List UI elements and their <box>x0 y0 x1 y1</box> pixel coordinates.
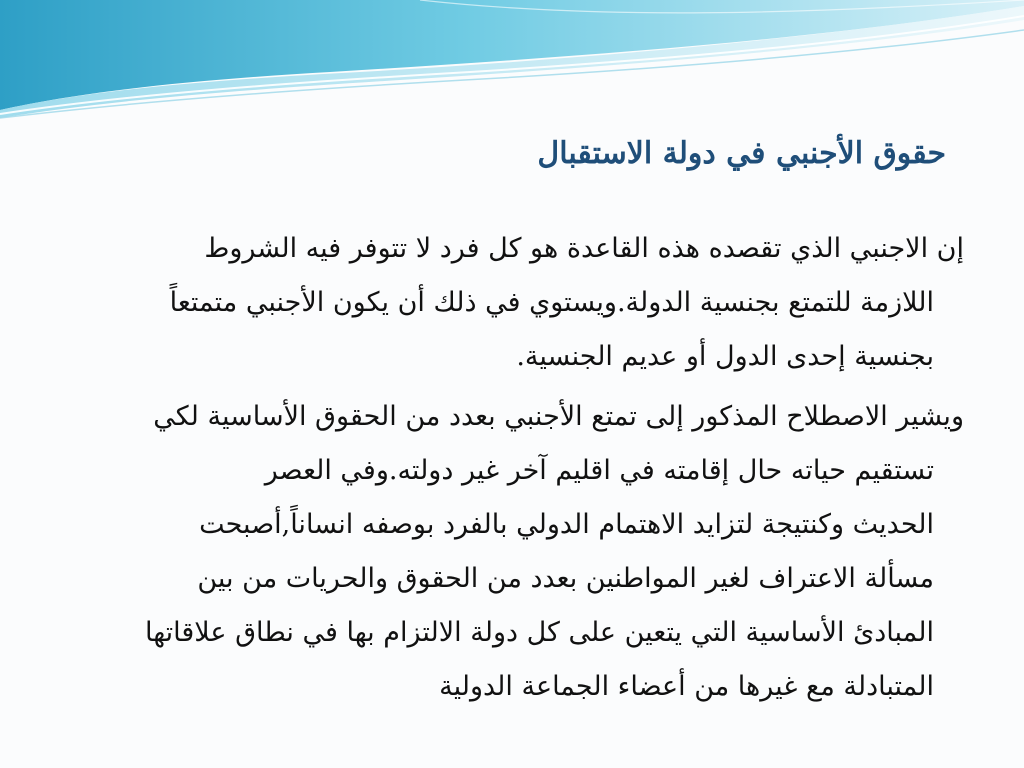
text-line: مسألة الاعتراف لغير المواطنين بعدد من الحقوق والحريات من بين <box>197 563 934 594</box>
text-line: بجنسية إحدى الدول أو عديم الجنسية. <box>516 341 934 372</box>
paragraph-2 <box>59 390 964 714</box>
text-line: الحديث وكنتيجة لتزايد الاهتمام الدولي بالفرد بوصفه انساناً,أصبحت <box>199 509 934 540</box>
header-wave-decoration <box>0 0 1024 120</box>
slide-body <box>59 222 964 720</box>
paragraph-1 <box>59 222 964 384</box>
slide-title: حقوق الأجنبي في دولة الاستقبال <box>537 136 946 171</box>
text-line: إن الاجنبي الذي تقصده هذه القاعدة هو كل فرد لا تتوفر فيه الشروط <box>204 233 964 264</box>
text-line: اللازمة للتمتع بجنسية الدولة.ويستوي في ذلك أن يكون الأجنبي متمتعاً <box>169 287 934 318</box>
text-line: المبادئ الأساسية التي يتعين على كل دولة الالتزام بها في نطاق علاقاتها <box>144 617 934 648</box>
text-line: المتبادلة مع غيرها من أعضاء الجماعة الدولية <box>439 671 934 702</box>
text-line: تستقيم حياته حال إقامته في اقليم آخر غير دولته.وفي العصر <box>264 455 934 486</box>
text-line: ويشير الاصطلاح المذكور إلى تمتع الأجنبي بعدد من الحقوق الأساسية لكي <box>153 401 964 432</box>
